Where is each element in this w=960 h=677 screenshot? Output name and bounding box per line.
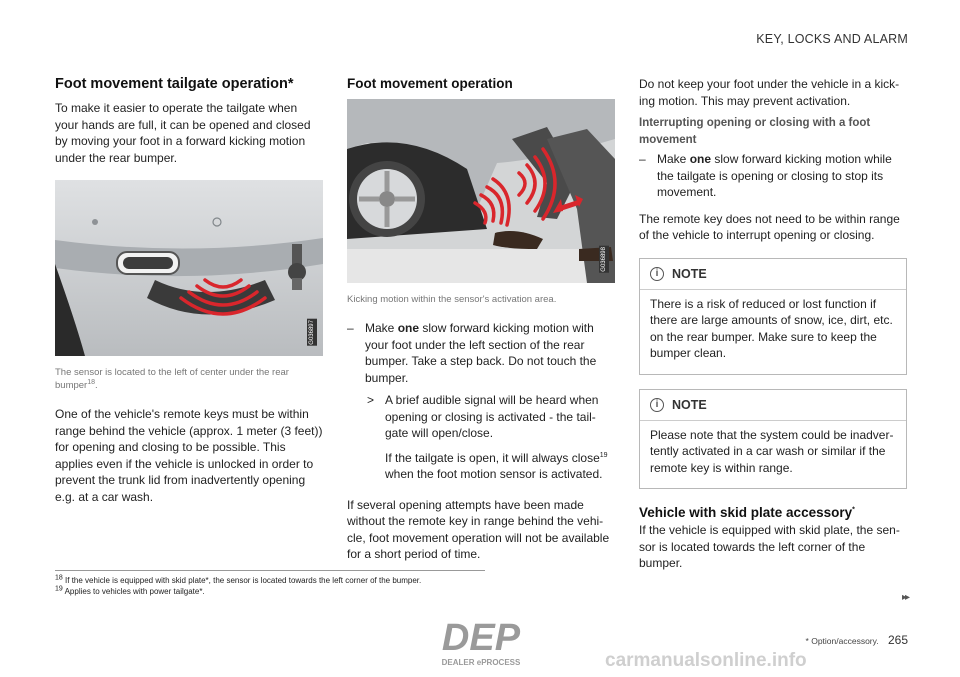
note-header — [640, 267, 906, 290]
footnote-19: $^{19}$ Applies to vehicles with power tailgate*. — [55, 585, 205, 596]
column-1 — [55, 76, 323, 505]
opening-attempts-paragraph: If several opening attempts have been made without the remote key in range behind the vehi-cle, foot movement operation will not be available for a short period of time. — [347, 497, 610, 561]
logo-bottom-text: DEALER ePROCESS — [441, 658, 521, 667]
column-2 — [347, 76, 615, 563]
note-text: There is a risk of reduced or lost function if there are large amounts of snow, ice, dirt, etc. on the rear bumper. Make sure to keep the bumper clean. — [650, 296, 893, 360]
info-icon: i — [650, 398, 664, 412]
remote-range-paragraph: The remote key does not need to be within range of the vehicle to interrupt opening or closing. — [639, 211, 900, 242]
note-box-snow — [639, 258, 907, 375]
kicking-motion-drawing — [347, 99, 615, 283]
skid-plate-heading: Vehicle with skid plate accessory* — [639, 505, 855, 520]
note-label: NOTE — [672, 397, 707, 412]
dep-logo — [415, 616, 547, 668]
step-dash: – — [347, 321, 354, 335]
bumper-sensor-drawing — [55, 180, 323, 356]
intro-paragraph: To make it easier to operate the tailgate when your hands are full, it can be opened and closed by moving your foot in a forward kicking motion under the rear bumper. — [55, 101, 311, 165]
remote-key-paragraph: One of the vehicle's remote keys must be within range behind the vehicle (approx. 1 meter (3 feet)) for opening and closing to be possible. This applies even if the vehicle is unlocked in order to prevent the trunk lid from inadvertently opening e.g. at a car wash. — [55, 407, 323, 504]
note-label: NOTE — [672, 266, 707, 281]
page-footer — [806, 633, 908, 647]
step-result: > A brief audible signal will be heard when opening or closing is activated - the tail-gate will open/close. — [367, 393, 599, 440]
step-dash: – — [639, 152, 646, 166]
kick-step: – Make one slow forward kicking motion with your foot under the left section of the rear bumper. Take a step back. Do not touch the bumper. — [347, 321, 597, 385]
note-text: Please note that the system could be inadver-tently activated in a car wash or similar if the remote key is within range. — [650, 427, 894, 475]
info-icon: i — [650, 267, 664, 281]
figure-caption: The sensor is located to the left of center under the rear bumper$^{18}$. — [55, 367, 289, 391]
figure-id: G036898 — [601, 247, 607, 272]
note-header — [640, 398, 906, 421]
foot-movement-operation-heading: Foot movement operation — [347, 76, 513, 91]
interrupting-heading: Interrupting opening or closing with a foot movement — [639, 117, 871, 146]
interrupt-step: – Make one slow forward kicking motion while the tailgate is opening or closing to stop its movement. — [639, 152, 892, 199]
kicking-motion-illustration — [347, 99, 615, 283]
figure-caption: Kicking motion within the sensor's activation area. — [347, 294, 557, 305]
bumper-sensor-illustration — [55, 180, 323, 356]
page-number: 265 — [887, 633, 908, 647]
note-box-car-wash — [639, 389, 907, 490]
section-header: KEY, LOCKS AND ALARM — [756, 32, 908, 46]
result-extra: If the tailgate is open, it will always close$^{19}$ when the foot motion sensor is activated. — [385, 450, 608, 481]
figure-id: G036897 — [309, 320, 315, 345]
option-note: * Option/accessory. — [805, 636, 879, 646]
footnotes — [55, 570, 485, 597]
main-title: Foot movement tailgate operation* — [55, 76, 294, 92]
kick-warning-paragraph: Do not keep your foot under the vehicle in a kick-ing motion. This may prevent activation. — [639, 77, 900, 108]
watermark: carmanualsonline.info — [605, 650, 807, 671]
column-3 — [639, 76, 907, 572]
result-marker: > — [367, 393, 375, 407]
logo-top-text: DEP — [441, 617, 521, 659]
next-page-arrows-icon[interactable]: ▸▸ — [901, 592, 908, 603]
footnote-18: $^{18}$ If the vehicle is equipped with skid plate*, the sensor is located towards the left corner of the bumper. — [55, 574, 422, 585]
skid-plate-paragraph: If the vehicle is equipped with skid plate, the sen-sor is located towards the left corner of the bumper. — [639, 523, 900, 570]
